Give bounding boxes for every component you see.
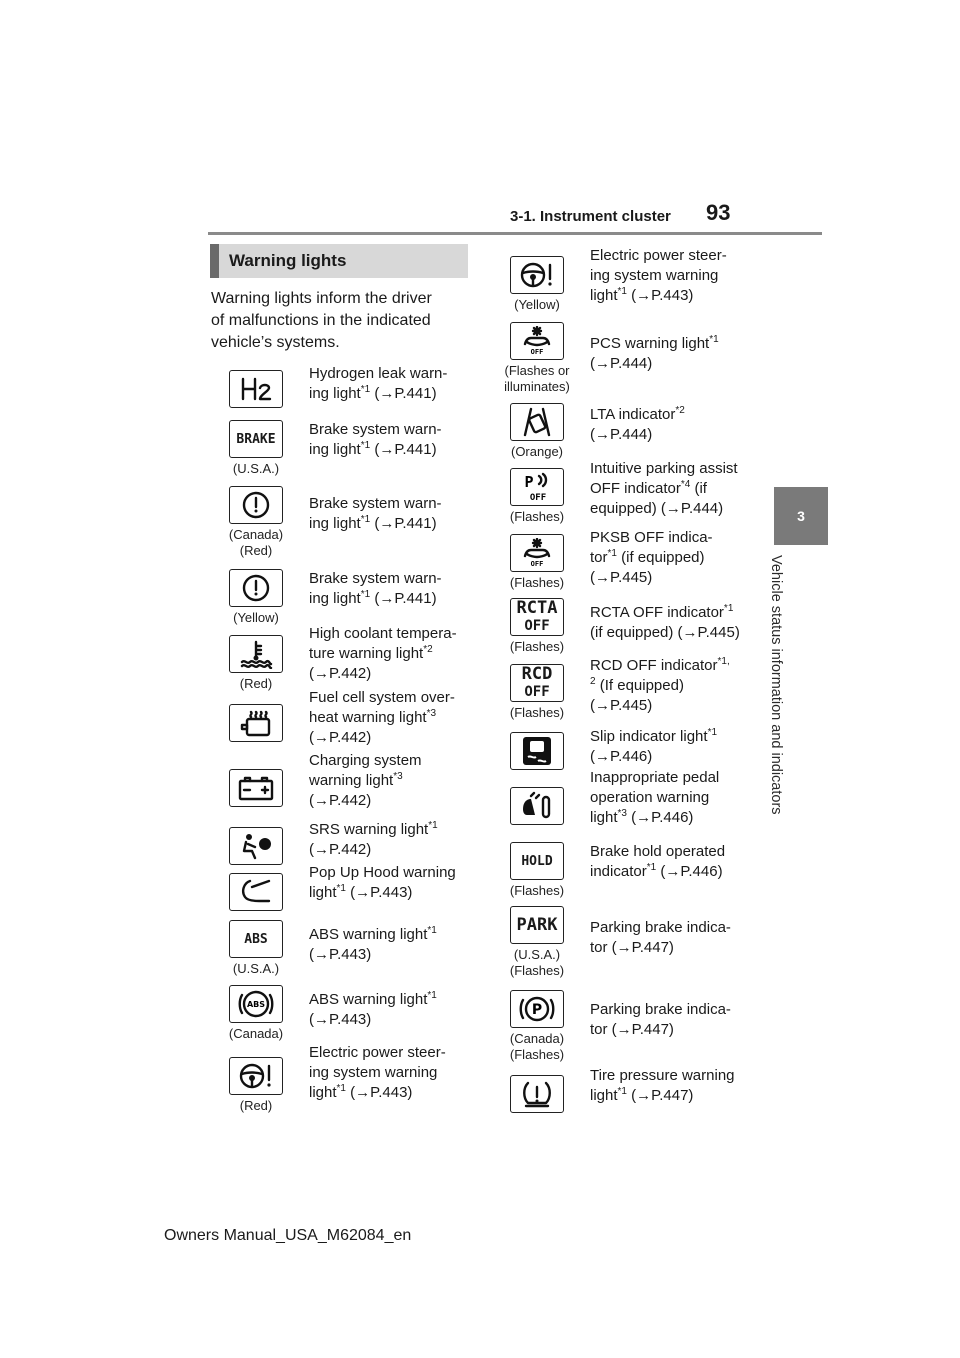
fuel-cell-heat-icon xyxy=(229,704,283,742)
lta-icon xyxy=(510,403,564,441)
rcta-icon: RCTA OFF xyxy=(510,598,564,636)
icon-cell xyxy=(489,1075,585,1113)
warning-description xyxy=(590,246,756,306)
footnote-mark: *1 xyxy=(428,820,438,831)
icon-caption: (Red) xyxy=(239,676,273,691)
footnote-mark: *3 xyxy=(617,808,627,819)
description-text: Brake hold operated indicator xyxy=(590,843,726,880)
warning-description xyxy=(590,603,756,643)
parking-p-circle-icon xyxy=(510,990,564,1028)
park-text-icon: PARK xyxy=(510,906,564,944)
chapter-title xyxy=(762,555,790,855)
description-text: Electric power steer- ing system warning light xyxy=(590,247,727,304)
page-reference: (→P.446) xyxy=(590,748,653,765)
warning-description xyxy=(309,925,475,965)
warning-description xyxy=(309,1043,475,1103)
icon-caption: (Flashes) xyxy=(509,575,565,590)
footnote-mark: *4 xyxy=(680,479,691,490)
description-text: Inappropriate pedal operation warning light xyxy=(590,769,720,826)
icon-caption: (Flashes) xyxy=(509,509,565,524)
warning-description xyxy=(590,459,756,519)
icon-cell xyxy=(489,664,585,721)
icon-caption: (Orange) xyxy=(510,444,564,459)
page-reference: (→P.447) xyxy=(626,1087,694,1104)
page-reference: (→P.444) xyxy=(590,355,653,372)
description-text: Charging system warning light xyxy=(309,752,422,789)
icon-caption: (Yellow) xyxy=(233,610,279,625)
icon-cell xyxy=(489,403,585,460)
pop-up-hood-icon xyxy=(229,873,283,911)
icon-caption: (U.S.A.) xyxy=(232,461,280,476)
battery-icon xyxy=(229,769,283,807)
chapter-tab: 3 xyxy=(774,487,828,545)
steering-warning-icon xyxy=(229,1057,283,1095)
page-reference: (→P.442) xyxy=(309,792,372,809)
footnote-mark: *1 xyxy=(617,286,627,297)
description-text: PCS warning light xyxy=(590,335,710,352)
page-reference: (→P.443) xyxy=(626,287,694,304)
description-text: Brake system warn- ing light xyxy=(309,495,442,532)
icon-caption: (Red) xyxy=(239,1098,273,1113)
icon-cell xyxy=(208,569,304,626)
description-text: PKSB OFF indica- tor xyxy=(590,529,713,566)
warning-description xyxy=(590,727,756,767)
description-text: Electric power steer- ing system warning light xyxy=(309,1044,446,1101)
icon-cell xyxy=(489,598,585,655)
warning-description xyxy=(309,420,475,460)
slip-indicator-icon xyxy=(510,732,564,770)
footnote-mark: *1 xyxy=(709,334,719,345)
footnote-mark: *1 xyxy=(427,925,437,936)
icon-cell xyxy=(208,769,304,807)
h2-icon xyxy=(229,370,283,408)
icon-caption: (U.S.A.) (Flashes) xyxy=(509,947,565,978)
header-rule xyxy=(208,232,822,235)
page-reference: (if equipped) (→P.445) xyxy=(590,624,740,641)
page-reference: (→P.444) xyxy=(590,426,653,443)
chapter-title-text: Vehicle status information and indicators xyxy=(768,555,784,815)
footnote-mark: *1 xyxy=(607,548,617,559)
footnote-mark: *3 xyxy=(426,708,437,719)
svg-text:P: P xyxy=(524,473,534,491)
warning-description xyxy=(309,624,475,684)
svg-text:P: P xyxy=(531,1002,543,1018)
warning-description xyxy=(590,918,756,958)
icon-cell xyxy=(489,906,585,979)
icon-caption: (Flashes or illuminates) xyxy=(504,363,570,394)
hold-text-icon: HOLD xyxy=(510,842,564,880)
description-text: Slip indicator light xyxy=(590,728,708,745)
tire-pressure-icon xyxy=(510,1075,564,1113)
footnote-mark: *1, 2 xyxy=(590,656,730,687)
description-text: Intuitive parking assist OFF indicator xyxy=(590,460,738,497)
icon-cell xyxy=(489,534,585,591)
abs-circle-icon xyxy=(229,985,283,1023)
icon-caption: (Flashes) xyxy=(509,883,565,898)
page-reference: (→P.443) xyxy=(309,946,372,963)
description-text: LTA indicator xyxy=(590,406,676,423)
warning-description xyxy=(309,863,475,903)
page-reference: (→P.441) xyxy=(370,441,437,458)
footnote-mark: *1 xyxy=(617,1086,627,1097)
warning-description xyxy=(590,405,756,445)
icon-caption: (Canada) (Flashes) xyxy=(509,1031,565,1062)
icon-cell xyxy=(489,732,585,770)
icon-cell xyxy=(208,486,304,559)
warning-description xyxy=(309,751,475,811)
coolant-temperature-icon xyxy=(229,635,283,673)
warning-description xyxy=(590,768,756,828)
footnote-mark: *2 xyxy=(423,644,433,655)
section-header: 3-1. Instrument cluster xyxy=(510,208,671,225)
footnote-mark: *1 xyxy=(360,589,371,600)
icon-caption: (Canada) xyxy=(228,1026,284,1041)
warning-description xyxy=(309,990,475,1030)
footnote-mark: *2 xyxy=(675,405,685,416)
description-text: RCTA OFF indicator xyxy=(590,604,724,621)
footnote-mark: *3 xyxy=(393,771,403,782)
description-text: Parking brake indica- tor (→P.447) xyxy=(590,919,731,956)
description-text: High coolant tempera- ture warning light xyxy=(309,625,457,662)
warning-description xyxy=(309,820,475,860)
page-reference: (If equipped) (→P.445) xyxy=(590,677,684,714)
description-text: Brake system warn- ing light xyxy=(309,570,442,607)
icon-cell xyxy=(208,873,304,911)
icon-caption: (Flashes) xyxy=(509,705,565,720)
page-reference: (→P.446) xyxy=(656,863,723,880)
page-reference: (→P.446) xyxy=(626,809,694,826)
rcd-icon: RCD OFF xyxy=(510,664,564,702)
description-text: ABS warning light xyxy=(309,926,428,943)
warning-description xyxy=(309,688,475,748)
svg-text:ABS: ABS xyxy=(246,1000,266,1009)
icon-cell xyxy=(489,990,585,1063)
footnote-mark: *1 xyxy=(336,1083,346,1094)
description-text: Hydrogen leak warn- ing light xyxy=(309,365,448,402)
page-reference: (→P.441) xyxy=(370,515,437,532)
warning-description xyxy=(309,364,475,404)
page-number: 93 xyxy=(706,200,731,225)
page-reference: (if equipped) (→P.445) xyxy=(590,549,705,586)
srs-airbag-icon xyxy=(229,827,283,865)
description-text: ABS warning light xyxy=(309,991,428,1008)
description-text: Tire pressure warning light xyxy=(590,1067,735,1104)
icon-cell xyxy=(208,827,304,865)
icon-caption: (U.S.A.) xyxy=(232,961,280,976)
warning-description xyxy=(590,1000,756,1040)
icon-caption: (Flashes) xyxy=(509,639,565,654)
pksb-icon xyxy=(510,534,564,572)
svg-text:OFF: OFF xyxy=(530,348,544,356)
warning-description xyxy=(590,842,756,882)
page-reference: (→P.442) xyxy=(309,729,372,746)
icon-cell xyxy=(489,322,585,395)
page-reference: (→P.441) xyxy=(370,385,437,402)
page-reference: (→P.443) xyxy=(345,884,413,901)
page-reference: (→P.442) xyxy=(309,841,372,858)
footnote-mark: *1 xyxy=(360,440,371,451)
page-reference: (→P.443) xyxy=(345,1084,413,1101)
page-reference: (→P.442) xyxy=(309,665,372,682)
circle-exclamation-icon xyxy=(229,569,283,607)
icon-caption: (Canada) (Red) xyxy=(228,527,284,558)
footnote-mark: *1 xyxy=(427,990,437,1001)
icon-cell xyxy=(208,985,304,1042)
icon-caption: (Yellow) xyxy=(514,297,560,312)
footnote-mark: *1 xyxy=(707,727,718,738)
steering-warning-icon xyxy=(510,256,564,294)
description-text: SRS warning light xyxy=(309,821,429,838)
abs-text-icon: ABS xyxy=(229,920,283,958)
svg-text:OFF: OFF xyxy=(529,493,547,502)
warning-description xyxy=(309,494,475,534)
description-text: RCD OFF indicator xyxy=(590,657,718,674)
pedal-warning-icon xyxy=(510,787,564,825)
description-text: Fuel cell system over- heat warning light xyxy=(309,689,455,726)
icon-cell xyxy=(489,256,585,313)
icon-cell xyxy=(208,420,304,477)
icon-cell xyxy=(208,635,304,692)
icon-cell xyxy=(208,920,304,977)
warning-description xyxy=(590,656,756,716)
description-text: Pop Up Hood warning light xyxy=(309,864,456,901)
section-title: Warning lights xyxy=(210,244,468,278)
page-reference: (if equipped) (→P.444) xyxy=(590,480,724,517)
footnote-mark: *1 xyxy=(360,514,371,525)
icon-cell xyxy=(489,787,585,825)
parking-assist-icon xyxy=(510,468,564,506)
icon-cell xyxy=(208,704,304,742)
page-reference: (→P.441) xyxy=(370,590,437,607)
pcs-icon xyxy=(510,322,564,360)
footnote-mark: *1 xyxy=(360,384,371,395)
svg-text:OFF: OFF xyxy=(530,560,544,568)
icon-cell xyxy=(489,842,585,899)
footer-text: Owners Manual_USA_M62084_en xyxy=(164,1227,412,1244)
icon-cell xyxy=(208,370,304,408)
warning-description xyxy=(590,528,756,588)
warning-description xyxy=(590,1066,756,1106)
brake-text-icon: BRAKE xyxy=(229,420,283,458)
warning-description xyxy=(590,334,756,374)
icon-cell xyxy=(208,1057,304,1114)
icon-cell xyxy=(489,468,585,525)
footnote-mark: *1 xyxy=(723,603,734,614)
page-reference: (→P.443) xyxy=(309,1011,372,1028)
footnote-mark: *1 xyxy=(336,883,346,894)
warning-description xyxy=(309,569,475,609)
circle-exclamation-icon xyxy=(229,486,283,524)
description-text: Brake system warn- ing light xyxy=(309,421,442,458)
description-text: Parking brake indica- tor (→P.447) xyxy=(590,1001,731,1038)
intro-text: Warning lights inform the driver of malfunctions in the indicated vehicle’s systems. xyxy=(211,290,432,351)
footnote-mark: *1 xyxy=(646,862,657,873)
